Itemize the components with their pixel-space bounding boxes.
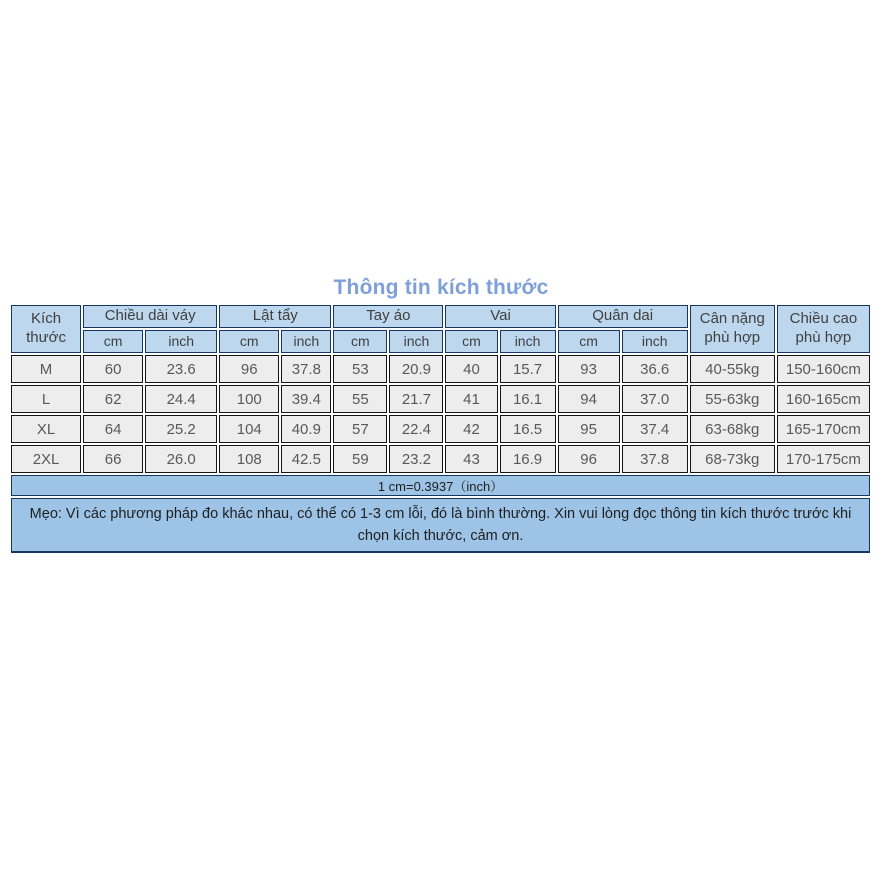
- page-title: Thông tin kích thước: [333, 276, 549, 299]
- measurement-tip: Mẹo: Vì các phương pháp đo khác nhau, có thể có 1-3 cm lỗi, đó là bình thường. Xin vui lòng đọc thông tin kích thước trước khi chọn kích thước, cảm ơn.: [11, 498, 870, 553]
- header-unit: inch: [281, 330, 331, 353]
- tip-row: [11, 498, 870, 553]
- cell-value: 60: [83, 355, 143, 383]
- header-unit: inch: [389, 330, 443, 353]
- cell-value: 68-73kg: [690, 445, 775, 473]
- cell-value: 25.2: [145, 415, 217, 443]
- cell-value: 40.9: [281, 415, 331, 443]
- cell-value: 93: [558, 355, 620, 383]
- cell-value: 39.4: [281, 385, 331, 413]
- header-unit: cm: [558, 330, 620, 353]
- size-table: [9, 303, 872, 555]
- cell-value: 66: [83, 445, 143, 473]
- cell-value: 104: [219, 415, 279, 443]
- cell-value: 40-55kg: [690, 355, 775, 383]
- cell-value: 96: [219, 355, 279, 383]
- header-unit: cm: [83, 330, 143, 353]
- size-label: M: [11, 355, 81, 383]
- header-height: Chiều cao phù hợp: [777, 305, 870, 353]
- cell-value: 37.4: [622, 415, 688, 443]
- header-unit: cm: [333, 330, 387, 353]
- cell-value: 37.8: [622, 445, 688, 473]
- header-unit: cm: [219, 330, 279, 353]
- header-unit: inch: [622, 330, 688, 353]
- cell-value: 100: [219, 385, 279, 413]
- cell-value: 22.4: [389, 415, 443, 443]
- cell-value: 170-175cm: [777, 445, 870, 473]
- conversion-note: 1 cm=0.3937（inch）: [11, 475, 870, 496]
- cell-value: 16.5: [500, 415, 556, 443]
- cell-value: 20.9: [389, 355, 443, 383]
- cell-value: 63-68kg: [690, 415, 775, 443]
- cell-value: 23.2: [389, 445, 443, 473]
- cell-value: 53: [333, 355, 387, 383]
- cell-value: 16.9: [500, 445, 556, 473]
- cell-value: 42: [445, 415, 497, 443]
- cell-value: 21.7: [389, 385, 443, 413]
- header-row-groups: [11, 305, 870, 328]
- header-group-dress-length: Chiều dài váy: [83, 305, 217, 328]
- cell-value: 15.7: [500, 355, 556, 383]
- header-group-sleeve: Tay áo: [333, 305, 443, 328]
- cell-value: 55: [333, 385, 387, 413]
- cell-value: 150-160cm: [777, 355, 870, 383]
- size-label: 2XL: [11, 445, 81, 473]
- header-size: Kích thước: [11, 305, 81, 353]
- cell-value: 59: [333, 445, 387, 473]
- cell-value: 108: [219, 445, 279, 473]
- cell-value: 62: [83, 385, 143, 413]
- cell-value: 55-63kg: [690, 385, 775, 413]
- cell-value: 41: [445, 385, 497, 413]
- size-label: L: [11, 385, 81, 413]
- cell-value: 64: [83, 415, 143, 443]
- table-row-size-xl: [11, 415, 870, 443]
- cell-value: 165-170cm: [777, 415, 870, 443]
- header-unit: inch: [500, 330, 556, 353]
- cell-value: 42.5: [281, 445, 331, 473]
- table-row-size-l: [11, 385, 870, 413]
- cell-value: 37.8: [281, 355, 331, 383]
- cell-value: 57: [333, 415, 387, 443]
- cell-value: 16.1: [500, 385, 556, 413]
- header-group-shoulder: Vai: [445, 305, 555, 328]
- cell-value: 23.6: [145, 355, 217, 383]
- cell-value: 94: [558, 385, 620, 413]
- cell-value: 43: [445, 445, 497, 473]
- header-unit: inch: [145, 330, 217, 353]
- size-label: XL: [11, 415, 81, 443]
- header-weight: Cân nặng phù hợp: [690, 305, 775, 353]
- header-group-waistband: Quân dai: [558, 305, 688, 328]
- header-unit: cm: [445, 330, 497, 353]
- cell-value: 24.4: [145, 385, 217, 413]
- table-row-size-m: [11, 355, 870, 383]
- cell-value: 160-165cm: [777, 385, 870, 413]
- table-row-size-2xl: [11, 445, 870, 473]
- cell-value: 37.0: [622, 385, 688, 413]
- cell-value: 95: [558, 415, 620, 443]
- cell-value: 26.0: [145, 445, 217, 473]
- cell-value: 96: [558, 445, 620, 473]
- cell-value: 40: [445, 355, 497, 383]
- conversion-row: [11, 475, 870, 496]
- cell-value: 36.6: [622, 355, 688, 383]
- header-group-hem: Lật tẩy: [219, 305, 331, 328]
